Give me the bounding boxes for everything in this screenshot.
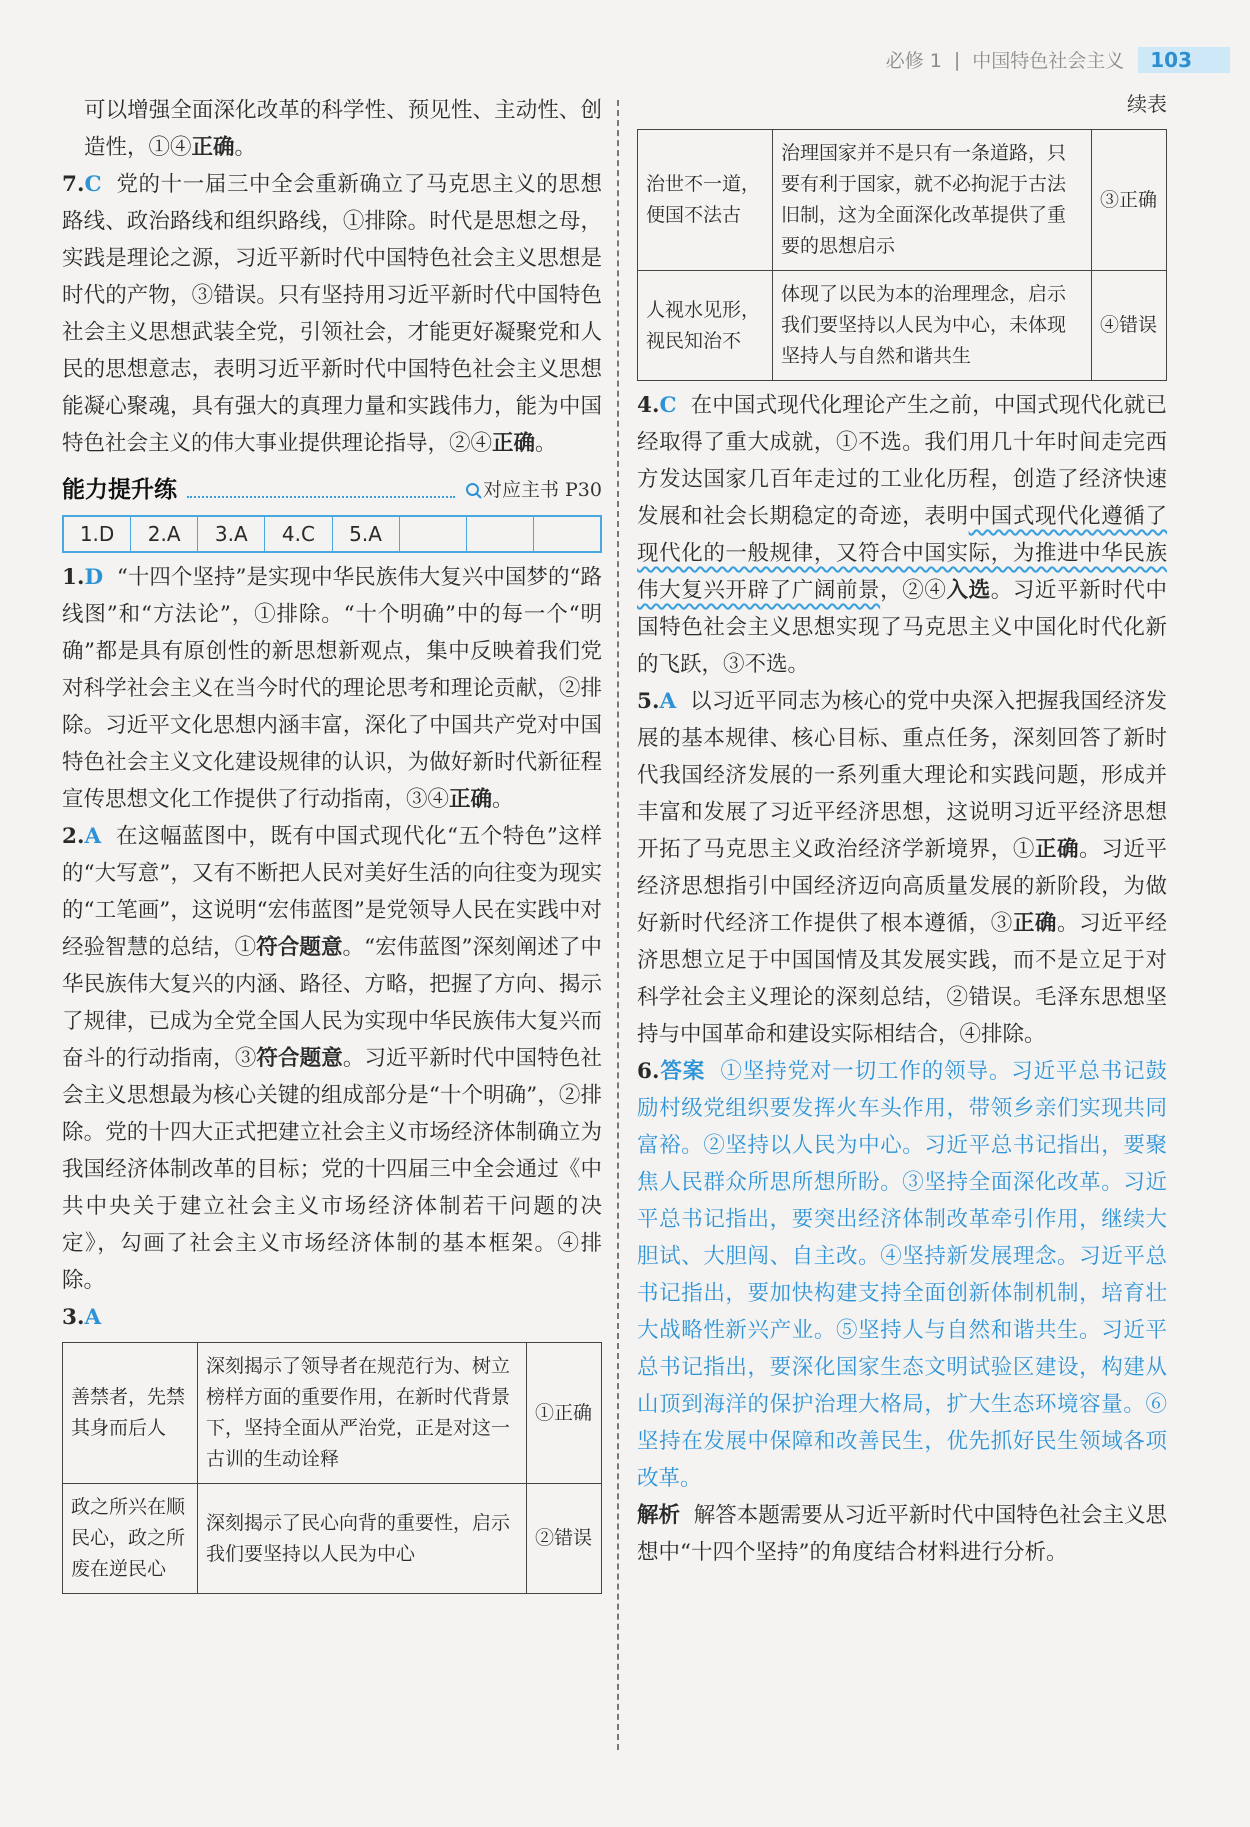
- question-3: 3.A: [62, 1305, 102, 1330]
- right-column: [637, 92, 1167, 1571]
- question-6: 6.答案 ①坚持党对一切工作的领导。习近平总书记鼓励村级党组织要发挥火车头作用，带领乡亲们实现共同富裕。②坚持以人民为中心。习近平总书记指出，要聚焦人民群众所思所想所盼。③坚持全面深化改革。习近平总书记指出，要突出经济体制改革牵引作用，继续大胆试、大胆闯、自主改。④坚持新发展理念。习近平总书记指出，要加快构建支持全面创新体制机制，培育壮大战略性新兴产业。⑤坚持人与自然和谐共生。习近平总书记指出，要深化国家生态文明试验区建设，构建从山顶到海洋的保护治理大格局，扩大生态环境容量。⑥坚持在发展中保障和改善民生，优先抓好民生领域各项改革。: [637, 1059, 1167, 1491]
- search-icon: [465, 482, 483, 500]
- left-column: [62, 92, 602, 1600]
- question-5: 5.A 以习近平同志为核心的党中央深入把握我国经济发展的基本规律、核心目标、重点任务，深刻回答了新时代我国经济发展的一系列重大理论和实践问题，形成并丰富和发展了习近平经济思想，这说明习近平经济思想开拓了马克思主义政治经济学新境界，①正确。习近平经济思想指引中国经济迈向高质量发展的新阶段，为做好新时代经济工作提供了根本遵循，③正确。习近平经济思想立足于中国国情及其发展实践，而不是立足于对科学社会主义理论的深刻总结，②错误。毛泽东思想坚持与中国革命和建设实际相结合，④排除。: [637, 689, 1167, 1047]
- table-cell: 治世不一道，便国不法古: [638, 130, 773, 271]
- header-separator: |: [953, 48, 961, 71]
- table-cell: 政之所兴在顺民心，政之所废在逆民心: [63, 1484, 198, 1594]
- section-dotted-line: [187, 484, 455, 498]
- paragraph-continuation: 可以增强全面深化改革的科学性、预见性、主动性、创造性，①④正确。: [84, 98, 602, 160]
- answer-cell: 2.A: [131, 517, 198, 551]
- question-7: 7.C 党的十一届三中全会重新确立了马克思主义的思想路线、政治路线和组织路线，①排除。时代是思想之母，实践是理论之源，习近平新时代中国特色社会主义思想是时代的产物，③错误。只有坚持用习近平新时代中国特色社会主义思想武装全党，引领社会，才能更好凝聚党和人民的思想意志，表明习近平新时代中国特色社会主义思想能凝心聚魂，具有强大的真理力量和实践伟力，能为中国特色社会主义的伟大事业提供理论指导，②④正确。: [62, 172, 602, 456]
- section-title: 能力提升练: [62, 477, 177, 503]
- page-number: 103: [1138, 47, 1230, 73]
- analysis: 解析 解答本题需要从习近平新时代中国特色社会主义思想中“十四个坚持”的角度结合材料进行分析。: [637, 1503, 1167, 1565]
- table-cell: 深刻揭示了领导者在规范行为、树立榜样方面的重要作用，在新时代背景下，坚持全面从严治党，正是对这一古训的生动诠释: [198, 1343, 527, 1484]
- column-divider: [617, 100, 619, 1750]
- course-label: 必修 1: [885, 50, 942, 72]
- section-header: [62, 472, 602, 509]
- answer-cell: 4.C: [265, 517, 332, 551]
- table-row: [638, 130, 1167, 271]
- table-cell: 治理国家并不是只有一条道路，只要有利于国家，就不必拘泥于古法旧制，这为全面深化改革提供了重要的思想启示: [773, 130, 1092, 271]
- question-2: 2.A 在这幅蓝图中，既有中国式现代化“五个特色”这样的“大写意”，又有不断把人民对美好生活的向往变为现实的“工笔画”，这说明“宏伟蓝图”是党领导人民在实践中对经验智慧的总结，①符合题意。“宏伟蓝图”深刻阐述了中华民族伟大复兴的内涵、路径、方略，把握了方向、揭示了规律，已成为全党全国人民为实现中华民族伟大复兴而奋斗的行动指南，③符合题意。习近平新时代中国特色社会主义思想最为核心关键的组成部分是“十个明确”，②排除。党的十四大正式把建立社会主义市场经济体制确立为我国经济体制改革的目标；党的十四届三中全会通过《中共中央关于建立社会主义市场经济体制若干问题的决定》，勾画了社会主义市场经济体制的基本框架。④排除。: [62, 824, 602, 1293]
- answer-cell: [534, 517, 600, 551]
- question-3-table: [62, 1342, 602, 1594]
- answer-cell: 5.A: [333, 517, 400, 551]
- continued-label: 续表: [1127, 92, 1167, 116]
- table-cell: 人视水见形，视民知治不: [638, 271, 773, 381]
- question-4: 4.C 在中国式现代化理论产生之前，中国式现代化就已经取得了重大成就，①不选。我们用几十年时间走完西方发达国家几百年走过的工业化历程，创造了经济快速发展和社会长期稳定的奇迹，表明中国式现代化遵循了现代化的一般规律，又符合中国实际，为推进中华民族伟大复兴开辟了广阔前景，②④入选。习近平新时代中国特色社会主义思想实现了马克思主义中国化时代化新的飞跃，③不选。: [637, 393, 1167, 677]
- question-1: 1.D “十四个坚持”是实现中华民族伟大复兴中国梦的“路线图”和“方法论”，①排除。“十个明确”中的每一个“明确”都是具有原创性的新思想新观点，集中反映着我们党对科学社会主义在当今时代的理论思考和理论贡献，②排除。习近平文化思想内涵丰富，深化了中国共产党对中国特色社会主义文化建设规律的认识，为做好新时代新征程宣传思想文化工作提供了行动指南，③④正确。: [62, 565, 602, 812]
- table-cell: ④错误: [1092, 271, 1167, 381]
- page-header: [886, 46, 1230, 73]
- table-row: [638, 271, 1167, 381]
- table-row: [63, 1484, 602, 1594]
- answer-cell: 1.D: [64, 517, 131, 551]
- question-3-table-continued: [637, 129, 1167, 381]
- answer-cell: [400, 517, 467, 551]
- table-cell: 体现了以民为本的治理理念，启示我们要坚持以人民为中心，未体现坚持人与自然和谐共生: [773, 271, 1092, 381]
- table-cell: ③正确: [1092, 130, 1167, 271]
- table-cell: 深刻揭示了民心向背的重要性，启示我们要坚持以人民为中心: [198, 1484, 527, 1594]
- answer-bar: [62, 515, 602, 553]
- wavy-underline-text: 中国式现代化遵循了现代化的一般规律，又符合中国实际，为推进中华民族伟大复兴开辟了广阔前景: [637, 504, 1167, 603]
- section-reference: 对应主书 P30: [482, 479, 602, 501]
- answer-cell: [467, 517, 534, 551]
- answer-cell: 3.A: [198, 517, 265, 551]
- table-cell: ②错误: [527, 1484, 602, 1594]
- header-title: 中国特色社会主义: [972, 50, 1125, 72]
- table-cell: ①正确: [527, 1343, 602, 1484]
- table-row: [63, 1343, 602, 1484]
- table-cell: 善禁者，先禁其身而后人: [63, 1343, 198, 1484]
